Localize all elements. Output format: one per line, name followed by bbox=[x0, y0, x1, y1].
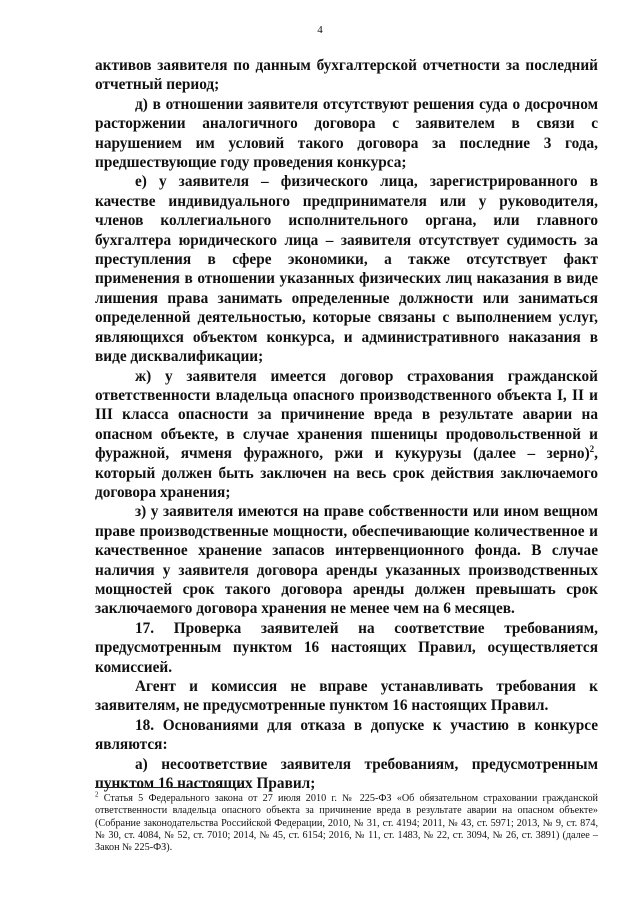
paragraph-item-e: е) у заявителя – физического лица, зарегистрированного в качестве индивидуального предпринимателя или у руководителя, членов коллегиального исполнительного органа, или главного бухгалтера юридического лица – заявителя отсутствует судимость за преступления в сфере экономики, а также отсутствует факт применения в отношении указанных физических лиц наказания в виде лишения права занимать определенные должности или заниматься определенной деятельностью, которые связаны с выполнением услуг, являющихся объектом конкурса, и административного наказания в виде дисквалификации; bbox=[95, 173, 598, 366]
page-number: 4 bbox=[317, 24, 323, 36]
paragraph-item-z: з) у заявителя имеются на праве собственности или ином вещном праве производственные мощности, обеспечивающие количественное и качественное хранение запасов интервенционного фонда. В случае наличия у заявителя договора аренды указанных производственных мощностей срок такого договора аренды должен превышать срок заключаемого договора хранения не менее чем на 6 месяцев. bbox=[95, 503, 598, 618]
paragraph-continuation: активов заявителя по данным бухгалтерской отчетности за последний отчетный период; bbox=[95, 57, 598, 94]
paragraph-18-item-a: а) несоответствие заявителя требованиям, предусмотренным пунктом 16 настоящих Правил; bbox=[95, 755, 598, 793]
footnote bbox=[95, 790, 598, 854]
paragraph-item-zh-text-after: , который должен быть заключен на весь срок действия заключаемого договора хранения; bbox=[95, 445, 598, 501]
paragraph-item-d: д) в отношении заявителя отсутствуют решения суда о досрочном расторжении аналогичного договора с заявителем в связи с нарушением им условий такого договора за последние 3 года, предшествующие году проведения конкурса; bbox=[95, 95, 598, 172]
paragraph-item-zh-text: ж) у заявителя имеется договор страхования гражданской ответственности владельца опасного производственного объекта I, II и III класса опасности за причинение вреда в результате аварии на опасном объекте, в случае хранения пшеницы продовольственной и фуражной, ячменя фуражного, ржи и кукурузы (далее – зерно) bbox=[95, 367, 598, 463]
footnote-marker: 2 bbox=[95, 790, 99, 799]
footnote-text: Статья 5 Федерального закона от 27 июля 2010 г. № 225-ФЗ «Об обязательном страховании гражданской ответственности владельца опасного объекта за причинение вреда в результате аварии на опасном объекте» (Собрание законодательства Российской Федерации, 2010, № 31, ст. 4194; 2011, № 43, ст. 5971; 2013, № 9, ст. 874, № 30, ст. 4084, № 52, ст. 7010; 2014, № 45, ст. 6154; 2016, № 11, ст. 1483, № 22, ст. 3094, № 26, ст. 3891) (далее – Закон № 225-ФЗ). bbox=[95, 793, 598, 854]
paragraph-18: 18. Основаниями для отказа в допуске к участию в конкурсе являются: bbox=[95, 716, 598, 754]
document-body bbox=[95, 56, 598, 793]
footnote-reference[interactable]: 2 bbox=[589, 444, 595, 455]
paragraph-agent-commission: Агент и комиссия не вправе устанавливать требования к заявителям, не предусмотренные пунктом 16 настоящих Правил. bbox=[95, 678, 598, 715]
footnote-divider bbox=[95, 787, 245, 788]
paragraph-item-zh bbox=[95, 367, 598, 503]
paragraph-17: 17. Проверка заявителей на соответствие требованиям, предусмотренным пунктом 16 настоящих Правил, осуществляется комиссией. bbox=[95, 619, 598, 676]
